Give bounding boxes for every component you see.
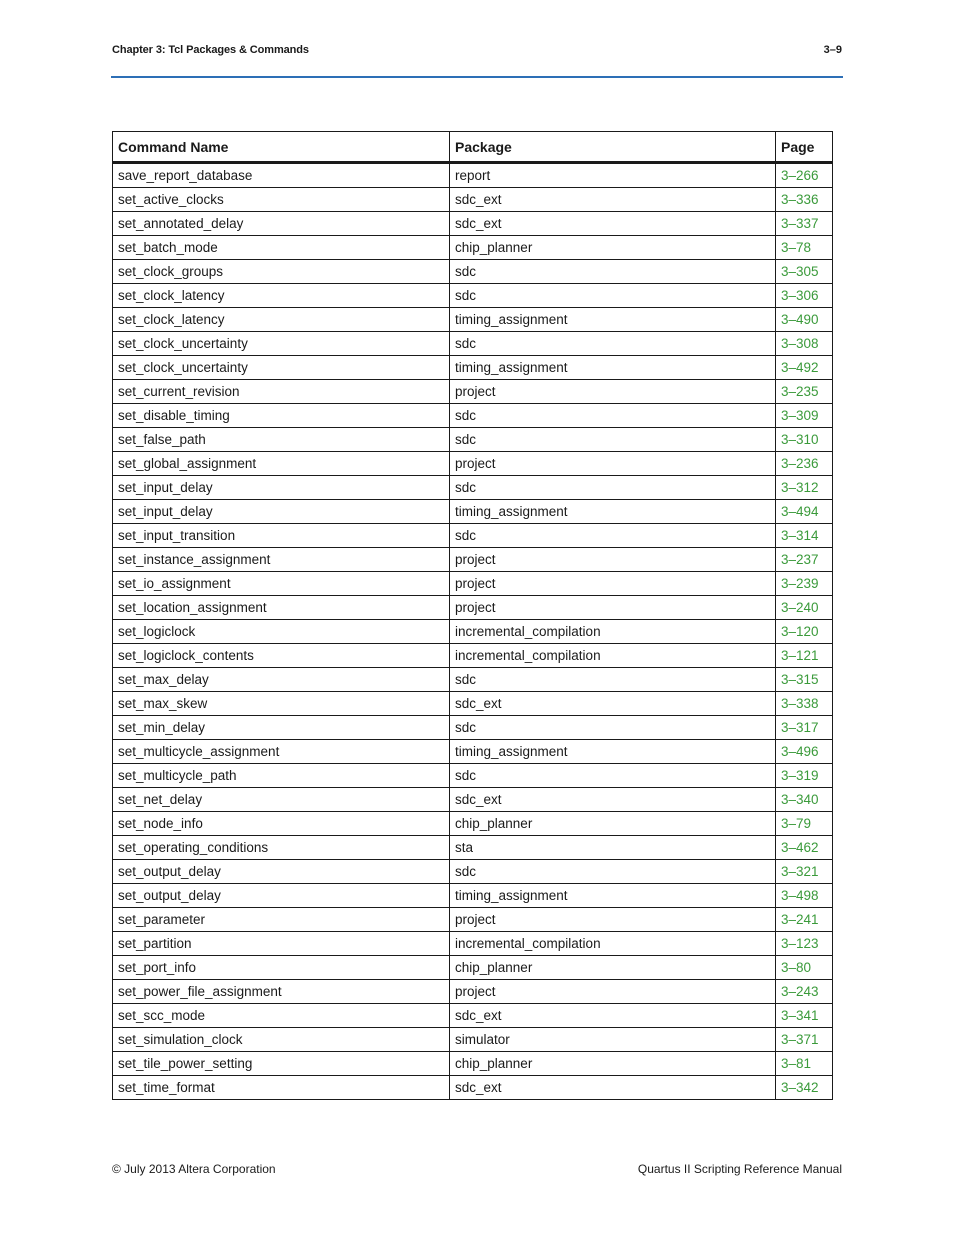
package-cell: sdc <box>450 404 776 428</box>
table-row <box>113 956 833 980</box>
package-cell: simulator <box>450 1028 776 1052</box>
table-row <box>113 1004 833 1028</box>
page-link[interactable]: 3–306 <box>776 284 833 308</box>
page-number: 3–9 <box>823 44 842 56</box>
table-row <box>113 308 833 332</box>
package-cell: sdc <box>450 332 776 356</box>
page-link[interactable]: 3–239 <box>776 572 833 596</box>
package-cell: sdc_ext <box>450 1004 776 1028</box>
table-row <box>113 500 833 524</box>
package-cell: project <box>450 572 776 596</box>
package-cell: sdc <box>450 428 776 452</box>
page-link[interactable]: 3–240 <box>776 596 833 620</box>
page-link[interactable]: 3–79 <box>776 812 833 836</box>
page-link[interactable]: 3–338 <box>776 692 833 716</box>
package-cell: project <box>450 908 776 932</box>
header-divider <box>111 76 843 78</box>
command-name-cell: set_input_delay <box>113 476 450 500</box>
command-name-cell: set_max_skew <box>113 692 450 716</box>
page-link[interactable]: 3–305 <box>776 260 833 284</box>
page-footer <box>112 1162 842 1178</box>
table-row <box>113 884 833 908</box>
table-row <box>113 1028 833 1052</box>
package-cell: sdc <box>450 716 776 740</box>
command-name-cell: set_clock_groups <box>113 260 450 284</box>
package-cell: sdc_ext <box>450 788 776 812</box>
page-link[interactable]: 3–341 <box>776 1004 833 1028</box>
command-name-cell: set_disable_timing <box>113 404 450 428</box>
command-name-cell: set_active_clocks <box>113 188 450 212</box>
page-link[interactable]: 3–494 <box>776 500 833 524</box>
page-link[interactable]: 3–317 <box>776 716 833 740</box>
column-header-package: Package <box>450 132 776 163</box>
page-link[interactable]: 3–340 <box>776 788 833 812</box>
command-name-cell: save_report_database <box>113 163 450 188</box>
table-row <box>113 860 833 884</box>
command-name-cell: set_false_path <box>113 428 450 452</box>
package-cell: sta <box>450 836 776 860</box>
table-row <box>113 332 833 356</box>
table-row <box>113 548 833 572</box>
command-name-cell: set_global_assignment <box>113 452 450 476</box>
command-name-cell: set_location_assignment <box>113 596 450 620</box>
command-name-cell: set_clock_uncertainty <box>113 356 450 380</box>
package-cell: timing_assignment <box>450 308 776 332</box>
table-row <box>113 764 833 788</box>
command-name-cell: set_partition <box>113 932 450 956</box>
command-name-cell: set_clock_latency <box>113 308 450 332</box>
package-cell: incremental_compilation <box>450 932 776 956</box>
page-link[interactable]: 3–235 <box>776 380 833 404</box>
page-link[interactable]: 3–80 <box>776 956 833 980</box>
command-name-cell: set_current_revision <box>113 380 450 404</box>
package-cell: chip_planner <box>450 956 776 980</box>
table-row <box>113 476 833 500</box>
command-name-cell: set_net_delay <box>113 788 450 812</box>
command-name-cell: set_output_delay <box>113 884 450 908</box>
table-row <box>113 812 833 836</box>
package-cell: project <box>450 548 776 572</box>
command-name-cell: set_time_format <box>113 1076 450 1100</box>
page-link[interactable]: 3–342 <box>776 1076 833 1100</box>
command-name-cell: set_parameter <box>113 908 450 932</box>
footer-copyright: © July 2013 Altera Corporation <box>112 1162 276 1176</box>
package-cell: sdc <box>450 284 776 308</box>
command-name-cell: set_simulation_clock <box>113 1028 450 1052</box>
package-cell: sdc <box>450 764 776 788</box>
package-cell: chip_planner <box>450 812 776 836</box>
table-row <box>113 404 833 428</box>
package-cell: sdc_ext <box>450 692 776 716</box>
page-link[interactable]: 3–312 <box>776 476 833 500</box>
table-row <box>113 836 833 860</box>
package-cell: sdc <box>450 260 776 284</box>
command-name-cell: set_io_assignment <box>113 572 450 596</box>
command-table <box>112 131 833 1100</box>
table-row <box>113 284 833 308</box>
command-name-cell: set_port_info <box>113 956 450 980</box>
package-cell: sdc <box>450 860 776 884</box>
table-row <box>113 1076 833 1100</box>
package-cell: incremental_compilation <box>450 620 776 644</box>
table-row <box>113 212 833 236</box>
page-link[interactable]: 3–315 <box>776 668 833 692</box>
page-link[interactable]: 3–498 <box>776 884 833 908</box>
table-row <box>113 428 833 452</box>
table-row <box>113 1052 833 1076</box>
page-link[interactable]: 3–321 <box>776 860 833 884</box>
page-link[interactable]: 3–236 <box>776 452 833 476</box>
command-name-cell: set_clock_latency <box>113 284 450 308</box>
command-name-cell: set_input_transition <box>113 524 450 548</box>
package-cell: sdc <box>450 476 776 500</box>
page-link[interactable]: 3–337 <box>776 212 833 236</box>
table-row <box>113 788 833 812</box>
package-cell: sdc_ext <box>450 1076 776 1100</box>
command-name-cell: set_output_delay <box>113 860 450 884</box>
command-name-cell: set_scc_mode <box>113 1004 450 1028</box>
page-link[interactable]: 3–309 <box>776 404 833 428</box>
table-row <box>113 452 833 476</box>
chapter-title: Chapter 3: Tcl Packages & Commands <box>112 44 309 56</box>
page-link[interactable]: 3–310 <box>776 428 833 452</box>
table-body <box>113 163 833 1100</box>
command-name-cell: set_multicycle_assignment <box>113 740 450 764</box>
table-row <box>113 908 833 932</box>
page-link[interactable]: 3–81 <box>776 1052 833 1076</box>
command-name-cell: set_multicycle_path <box>113 764 450 788</box>
page-header <box>112 42 842 60</box>
package-cell: sdc_ext <box>450 188 776 212</box>
command-name-cell: set_input_delay <box>113 500 450 524</box>
command-name-cell: set_clock_uncertainty <box>113 332 450 356</box>
page-link[interactable]: 3–490 <box>776 308 833 332</box>
package-cell: project <box>450 380 776 404</box>
page-link[interactable]: 3–120 <box>776 620 833 644</box>
table-row <box>113 740 833 764</box>
command-name-cell: set_batch_mode <box>113 236 450 260</box>
package-cell: chip_planner <box>450 1052 776 1076</box>
package-cell: project <box>450 596 776 620</box>
page-link[interactable]: 3–492 <box>776 356 833 380</box>
table-row <box>113 572 833 596</box>
page-link[interactable]: 3–308 <box>776 332 833 356</box>
table-row <box>113 692 833 716</box>
page-link[interactable]: 3–123 <box>776 932 833 956</box>
command-name-cell: set_instance_assignment <box>113 548 450 572</box>
command-name-cell: set_annotated_delay <box>113 212 450 236</box>
table-row <box>113 644 833 668</box>
page-link[interactable]: 3–496 <box>776 740 833 764</box>
table-header-row <box>113 132 833 163</box>
command-name-cell: set_power_file_assignment <box>113 980 450 1004</box>
package-cell: sdc_ext <box>450 212 776 236</box>
page-link[interactable]: 3–319 <box>776 764 833 788</box>
table-row <box>113 620 833 644</box>
column-header-page: Page <box>776 132 833 163</box>
table-row <box>113 524 833 548</box>
table-row <box>113 356 833 380</box>
footer-manual-title: Quartus II Scripting Reference Manual <box>637 1162 842 1176</box>
page-link[interactable]: 3–121 <box>776 644 833 668</box>
command-name-cell: set_node_info <box>113 812 450 836</box>
page-link[interactable]: 3–336 <box>776 188 833 212</box>
column-header-command-name: Command Name <box>113 132 450 163</box>
package-cell: sdc <box>450 668 776 692</box>
table-row <box>113 163 833 188</box>
page-link[interactable]: 3–314 <box>776 524 833 548</box>
page-link[interactable]: 3–243 <box>776 980 833 1004</box>
package-cell: project <box>450 980 776 1004</box>
table-row <box>113 596 833 620</box>
table-row <box>113 380 833 404</box>
page-link[interactable]: 3–237 <box>776 548 833 572</box>
table-row <box>113 188 833 212</box>
command-name-cell: set_max_delay <box>113 668 450 692</box>
command-name-cell: set_logiclock_contents <box>113 644 450 668</box>
page-link[interactable]: 3–78 <box>776 236 833 260</box>
package-cell: sdc <box>450 524 776 548</box>
table-row <box>113 236 833 260</box>
page-link[interactable]: 3–266 <box>776 163 833 188</box>
table-row <box>113 260 833 284</box>
command-name-cell: set_tile_power_setting <box>113 1052 450 1076</box>
command-name-cell: set_operating_conditions <box>113 836 450 860</box>
package-cell: incremental_compilation <box>450 644 776 668</box>
page-link[interactable]: 3–462 <box>776 836 833 860</box>
package-cell: timing_assignment <box>450 740 776 764</box>
command-name-cell: set_logiclock <box>113 620 450 644</box>
package-cell: report <box>450 163 776 188</box>
table-row <box>113 932 833 956</box>
page-link[interactable]: 3–371 <box>776 1028 833 1052</box>
package-cell: timing_assignment <box>450 500 776 524</box>
package-cell: project <box>450 452 776 476</box>
table-row <box>113 668 833 692</box>
table-row <box>113 716 833 740</box>
page-link[interactable]: 3–241 <box>776 908 833 932</box>
package-cell: timing_assignment <box>450 884 776 908</box>
package-cell: timing_assignment <box>450 356 776 380</box>
package-cell: chip_planner <box>450 236 776 260</box>
command-name-cell: set_min_delay <box>113 716 450 740</box>
table-row <box>113 980 833 1004</box>
